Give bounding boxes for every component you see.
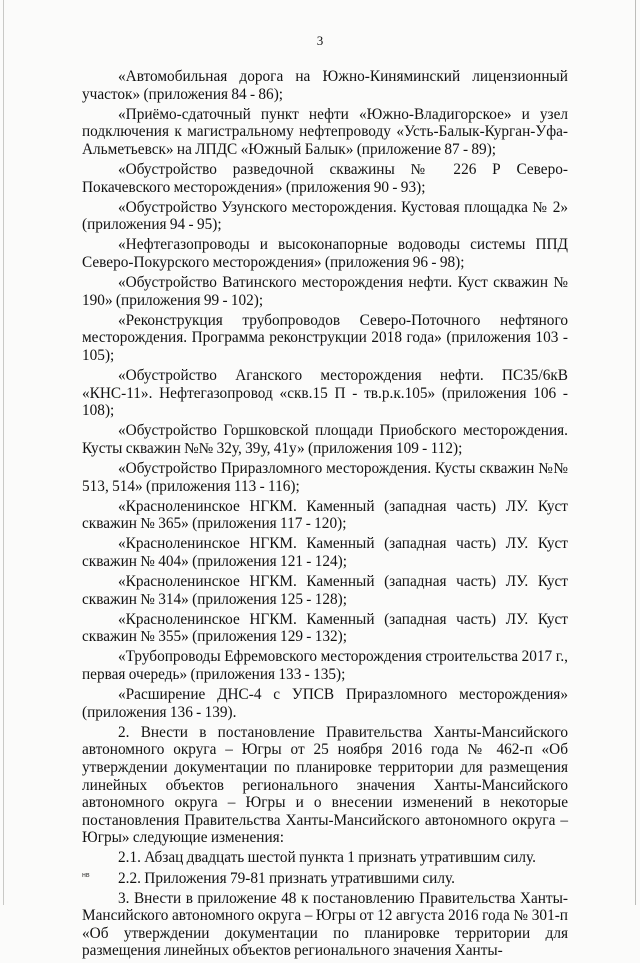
- paragraph-3: «Обустройство разведочной скважины № 226 Р Северо-Покачевского месторождения» (приложения 90 - 93);: [82, 160, 568, 196]
- paragraph-18: 2.1. Абзац двадцать шестой пункта 1 признать утратившим силу.: [118, 849, 537, 867]
- paragraph-17: 2. Внести в постановление Правительства Ханты-Мансийского автономного округа – Югры от 25 ноября 2016 года № 462-п «Об утверждении документации по планировке территории для размещения линейных объектов регионального значения Ханты-Мансийского автономного округа – Югры и о внесении изменений в некоторые постановления Правительства Ханты-Мансийского автономного округа – Югры» следующие изменения:: [82, 723, 568, 847]
- scan-edge-right: [635, 0, 636, 905]
- page-number: 3: [316, 33, 324, 48]
- paragraph-6: «Обустройство Ватинского месторождения нефти. Куст скважин № 190» (приложения 99 - 102);: [82, 274, 568, 309]
- paragraph-2: «Приёмо-сдаточный пункт нефти «Южно-Владигорское» и узел подключения к магистральному нефтепроводу «Усть-Балык-Курган-Уфа-Альметьевск» на ЛПДС «Южный Балык» (приложение 87 - 89);: [82, 105, 568, 158]
- paragraph-20: 3. Внести в приложение 48 к постановлению Правительства Ханты-Мансийского автономного округа – Югры от 12 августа 2016 года № 301-п «Об утверждении документации по планировке территории для размещения линейных объектов регионального значения Ханты-: [82, 889, 568, 960]
- paragraph-5: «Нефтегазопроводы и высоконапорные водоводы системы ППД Северо-Покурского месторождения» (приложения 96 - 98);: [82, 236, 568, 271]
- paragraph-15: «Трубопроводы Ефремовского месторождения строительства 2017 г., первая очередь» (приложения 133 - 135);: [82, 648, 568, 683]
- paragraph-12: «Красноленинское НГКМ. Каменный (западная часть) ЛУ. Куст скважин № 404» (приложения 121 - 124);: [82, 535, 568, 570]
- paragraph-14: «Красноленинское НГКМ. Каменный (западная часть) ЛУ. Куст скважин № 355» (приложения 129 - 132);: [82, 610, 568, 646]
- paragraph-10: «Обустройство Приразломного месторождения. Кусты скважин №№ 513, 514» (приложения 113 - 116);: [82, 459, 568, 495]
- paragraph-8: «Обустройство Аганского месторождения нефти. ПС35/6кВ «КНС-11». Нефтегазопровод «скв.15 П - тв.р.к.105» (приложения 106 - 108);: [82, 367, 568, 420]
- paragraph-4: «Обустройство Узунского месторождения. Кустовая площадка № 2» (приложения 94 - 95);: [82, 198, 568, 234]
- paragraph-7: «Реконструкция трубопроводов Северо-Поточного нефтяного месторождения. Программа реконструкции 2018 года» (приложения 103 - 105);: [82, 311, 568, 364]
- paragraph-19: 2.2. Приложения 79-81 признать утратившими силу.: [118, 869, 455, 887]
- paragraph-9: «Обустройство Горшковской площади Приобского месторождения. Кусты скважин №№ 32у, 39у, 41у» (приложения 109 - 112);: [82, 422, 568, 457]
- footer-code: нв: [82, 872, 90, 879]
- paragraph-1: «Автомобильная дорога на Южно-Киняминский лицензионный участок» (приложения 84 - 86);: [82, 68, 568, 103]
- paragraph-16: «Расширение ДНС-4 с УПСВ Приразломного месторождения» (приложения 136 - 139).: [82, 686, 568, 721]
- paragraph-11: «Красноленинское НГКМ. Каменный (западная часть) ЛУ. Куст скважин № 365» (приложения 117 - 120);: [82, 497, 568, 533]
- scan-edge-left: [3, 0, 4, 905]
- paragraph-13: «Красноленинское НГКМ. Каменный (западная часть) ЛУ. Куст скважин № 314» (приложения 125 - 128);: [82, 573, 568, 608]
- body-text: [82, 68, 568, 963]
